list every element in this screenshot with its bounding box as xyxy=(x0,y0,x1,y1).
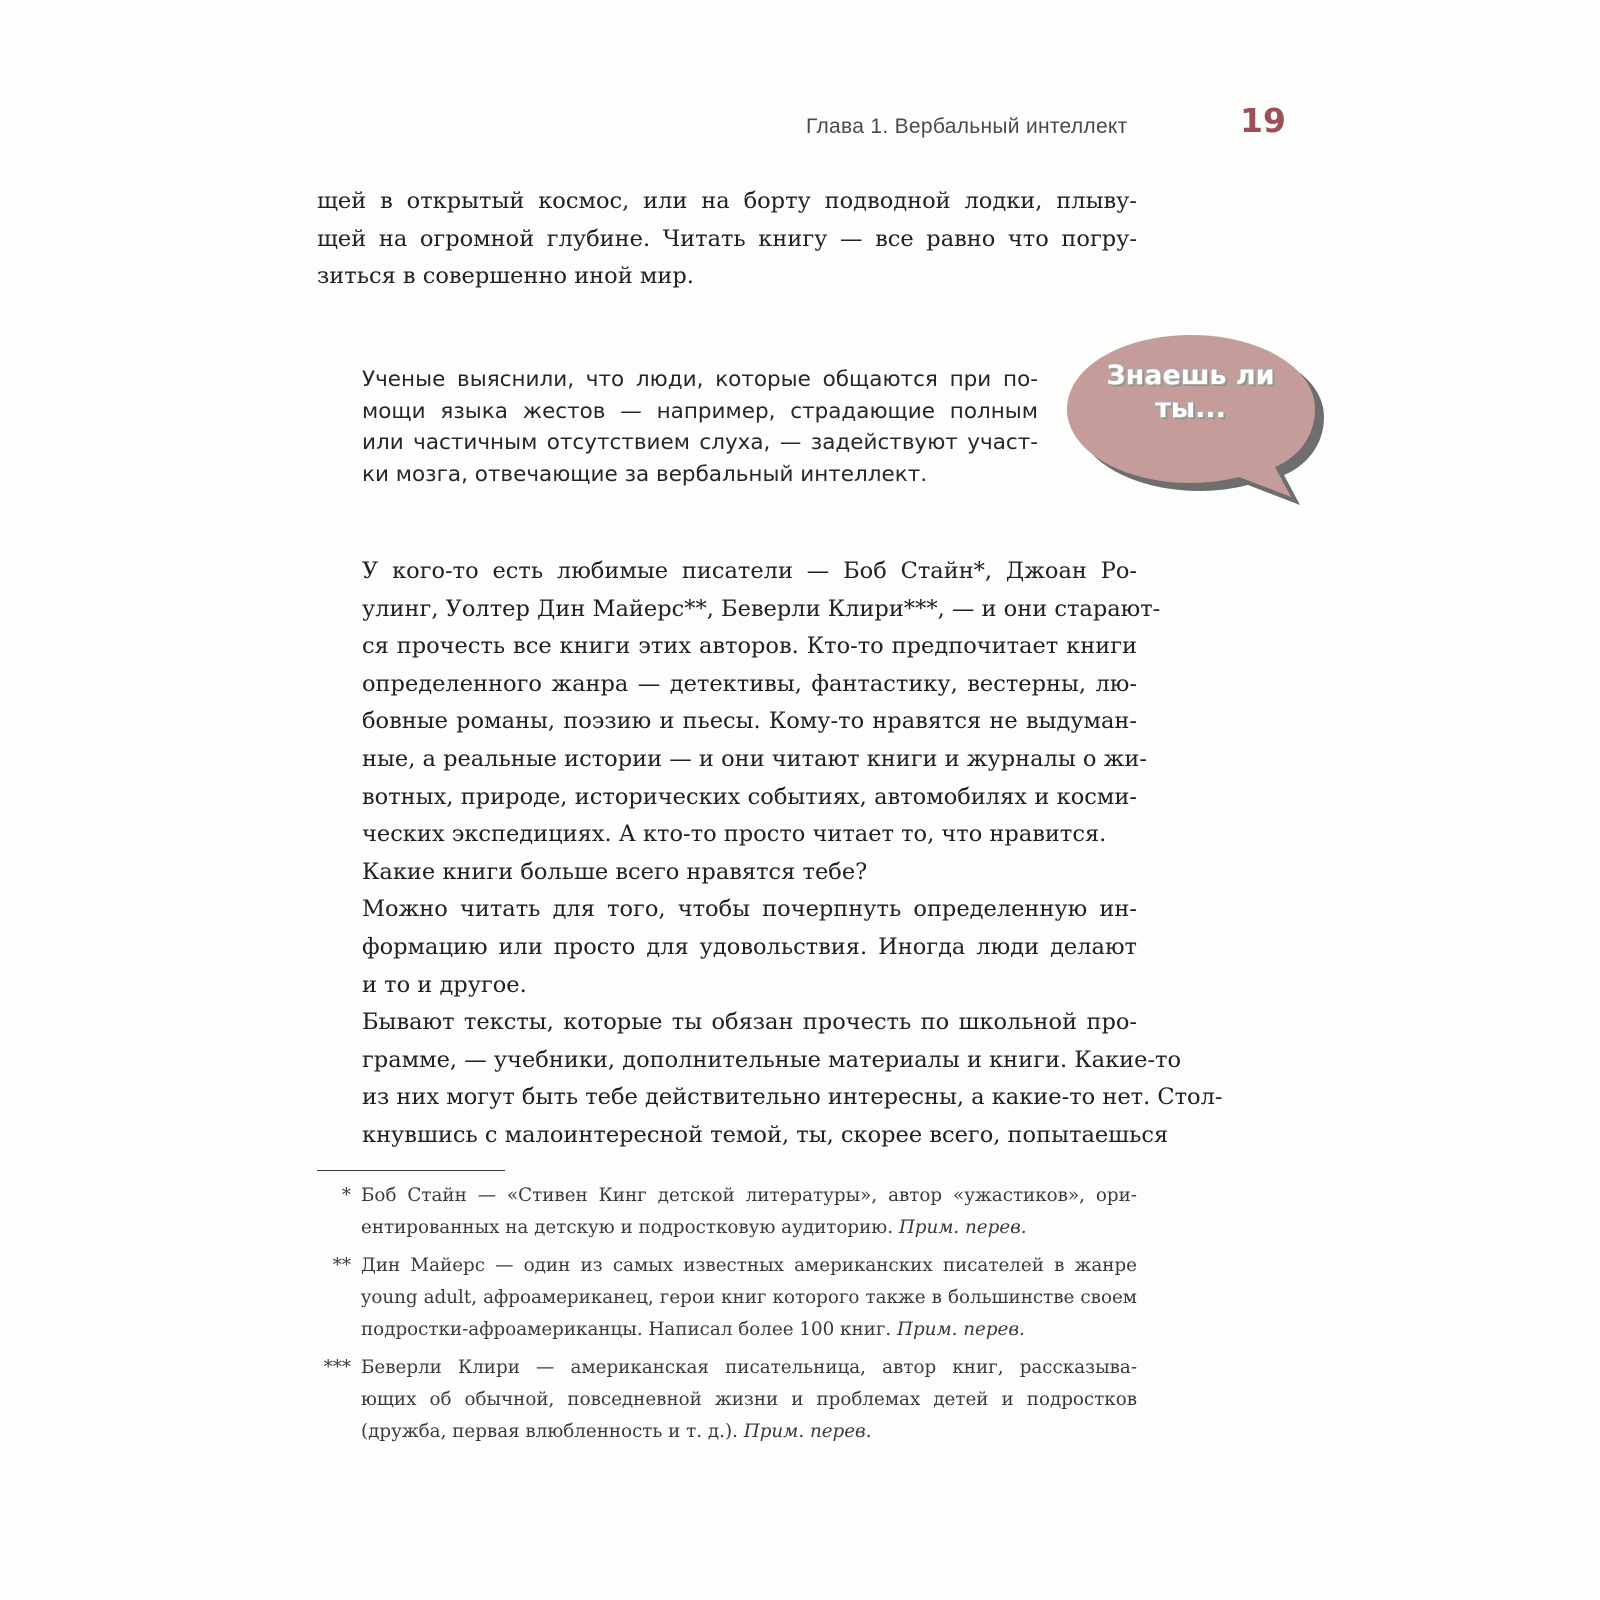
text-line: подростки-афроамериканцы. Написал более 100 книг. xyxy=(361,1319,892,1340)
footnote-mark: *** xyxy=(323,1357,351,1378)
text-line: Можно читать для того, чтобы почерпнуть определенную ин- xyxy=(362,896,1137,923)
translator-note: Прим. перев. xyxy=(898,1217,1027,1238)
did-you-know-bubble xyxy=(1063,331,1343,506)
translator-note: Прим. перев. xyxy=(897,1319,1025,1340)
text-line: ся прочесть все книги этих авторов. Кто-то предпочитает книги xyxy=(362,633,1137,660)
text-line: Беверли Клири — американская писательница, автор книг, рассказыва- xyxy=(361,1357,1137,1378)
text-line: кнувшись с малоинтересной темой, ты, скорее всего, попытаешься xyxy=(362,1121,1169,1148)
paragraph xyxy=(317,553,1161,854)
footnote-mark: ** xyxy=(332,1255,351,1276)
text-line: щей в открытый космос, или на борту подводной лодки, плыву- xyxy=(317,188,1137,214)
did-you-know-label: Знаешь ли ты... xyxy=(1106,360,1275,424)
translator-note: Прим. перев. xyxy=(743,1421,872,1442)
text-line: формацию или просто для удовольствия. Иногда люди делают xyxy=(362,933,1137,960)
footnote-1 xyxy=(317,1180,1137,1244)
text-line: щей на огромной глубине. Читать книгу — все равно что погру- xyxy=(317,225,1137,252)
text-line: зиться в совершенно иной мир. xyxy=(317,263,694,290)
running-head: Глава 1. Вербальный интеллект xyxy=(806,115,1128,138)
text-line: грамме, — учебники, дополнительные материалы и книги. Какие-то xyxy=(362,1046,1182,1073)
text-line: и то и другое. xyxy=(362,971,527,998)
main-text xyxy=(317,553,1223,1155)
text-line: young adult, афроамериканец, герои книг которого также в большинстве своем xyxy=(361,1287,1137,1308)
text-line: бовные романы, поэзию и пьесы. Кому-то нравятся не выдуман- xyxy=(362,708,1137,735)
text-line: мощи языка жестов — например, страдающие полным xyxy=(362,398,1038,424)
text-line: определенного жанра — детективы, фантастику, вестерны, лю- xyxy=(362,670,1137,697)
intro-paragraph xyxy=(317,183,1137,296)
text-line: Бывают тексты, которые ты обязан прочесть по школьной про- xyxy=(362,1009,1137,1036)
text-line: ческих экспедициях. А кто-то просто читает то, что нравится. xyxy=(362,821,1107,848)
footnote-mark: * xyxy=(341,1185,351,1206)
paragraph xyxy=(317,1004,1223,1154)
text-line: Какие книги больше всего нравятся тебе? xyxy=(362,858,868,885)
footnote-3 xyxy=(317,1352,1137,1448)
text-line: ющих об обычной, повседневной жизни и проблемах детей и подростков xyxy=(361,1389,1137,1410)
text-line: (дружба, первая влюбленность и т. д.). xyxy=(361,1421,738,1442)
text-line: Ученые выяснили, что люди, которые общаются при по- xyxy=(362,367,1038,392)
footnote-divider xyxy=(317,1170,505,1171)
text-line: улинг, Уолтер Дин Майерс**, Беверли Клири***, — и они старают- xyxy=(362,595,1161,622)
text-line: ентированных на детскую и подростковую аудиторию. xyxy=(361,1217,894,1238)
text-line: из них могут быть тебе действительно интересны, а какие-то нет. Стол- xyxy=(362,1084,1223,1111)
paragraph xyxy=(317,891,1137,1004)
paragraph xyxy=(317,854,1137,892)
text-line: Боб Стайн — «Стивен Кинг детской литературы», автор «ужастиков», ори- xyxy=(361,1185,1137,1206)
text-line: вотных, природе, исторических событиях, автомобилях и косми- xyxy=(362,783,1137,810)
text-line: ные, а реальные истории — и они читают книги и журналы о жи- xyxy=(362,745,1147,772)
footnotes xyxy=(317,1180,1137,1454)
did-you-know-text xyxy=(362,364,1038,490)
page-number: 19 xyxy=(1240,101,1286,140)
text-line: или частичным отсутствием слуха, — задействуют участ- xyxy=(362,430,1038,455)
text-line: У кого-то есть любимые писатели — Боб Стайн*, Джоан Ро- xyxy=(362,558,1137,584)
text-line: ки мозга, отвечающие за вербальный интеллект. xyxy=(362,461,928,487)
text-line: Дин Майерс — один из самых известных американских писателей в жанре xyxy=(361,1255,1137,1276)
footnote-2 xyxy=(317,1250,1137,1346)
